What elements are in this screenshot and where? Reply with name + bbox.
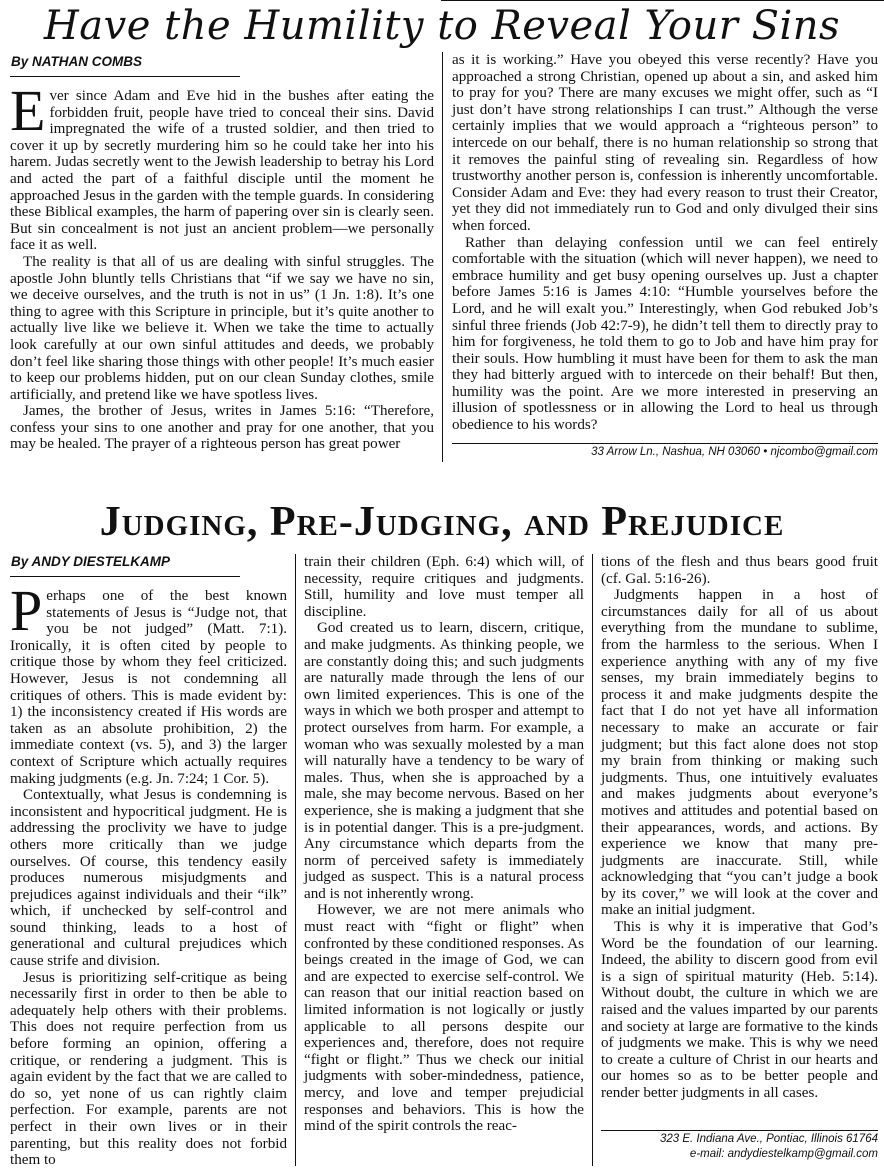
article1-paragraph: James, the brother of Jesus, writes in James 5:16: “Therefore, confess your sins to one another and pray for one another, that you may be healed. The prayer of a righteous person has great power bbox=[10, 403, 434, 453]
article2-paragraph: Perhaps one of the best known statements of Jesus is “Judge not, that you be not judged” (Matt. 7:1). Ironically, it is often cited by people to critique those by whom they feel criticized. However, Jesus is not condemning all critiques of others. This is made evident by: 1) the inconsistency created if His words are taken as an absolute prohibition, 2) the immediate context (vs. 5), and 3) the larger context of Scripture which actually requires making judgments (e.g. Jn. 7:24; 1 Cor. 5). bbox=[10, 578, 287, 787]
article2-paragraph: Contextually, what Jesus is condemning is inconsistent and hypocritical judgment. He is addressing the proclivity we have to judge others more critically than we judge ourselves. Of course, this tendency easily produces numerous misjudgments and prejudices against individuals and their “ilk” which, if unchecked by self-control and sound thinking, leads to a host of generational and cultural prejudices which cause strife and division. bbox=[10, 787, 287, 970]
article1-paragraph: The reality is that all of us are dealing with sinful struggles. The apostle John bluntly tells Christians that “if we say we have no sin, we deceive ourselves, and the truth is not in us” (1 Jn. 1:8). It’s one thing to agree with this Scripture in principle, but it’s quite another to actually live like we believe it. When we take the time to actually look carefully at our own sinful attitudes and deeds, we probably don’t feel like sharing those things with other people! It’s much easier to keep our problems hidden, put on our clean Sunday clothes, smile artificially, and pretend like we have spotless lives. bbox=[10, 253, 434, 403]
drop-cap: P bbox=[10, 578, 43, 643]
article1-paragraph: Rather than delaying confession until we can feel entirely comfortable with the situation (which will never happen), we need to embrace humility and get busy opening ourselves up. Just a chapter before James 5:16 is James 4:10: “Humble yourselves before the Lord, and he will exalt you.” Interestingly, when God rebuked Job’s sinful three friends (Job 42:7-9), he didn’t tell them to directly pray to him for forgiveness, he told them to go to Job and have him pray for their souls. How humbling it must have been for them to ask the man they had bitterly argued with to intercede on their behalf! But then, humility was the point. Are we more interested in preserving an illusion of spotlessness or in allowing the Lord to heal us through obedience to his words? bbox=[452, 234, 878, 434]
article2-paragraph: However, we are not mere animals who must react with “fight or flight” when confronted by these conditioned responses. As beings created in the image of God, we can and are expected to exercise self-control. We can reason that our initial reaction based on limited information is not logically or justly applicable to all persons despite our experiences and, therefore, does not require “fight or flight.” Thus we check our initial judgments with sober-mindedness, patience, mercy, and love and temper prejudicial responses and behaviors. This is how the mind of the spirit controls the reac- bbox=[304, 902, 585, 1135]
article2-paragraph: Judgments happen in a host of circumstances daily for all of us about everything from the mundane to sublime, from the harmless to the serious. When I experience anything with any of my five senses, my brain immediately begins to process it and make judgments despite the fact that I do not yet have all information necessary to make an accurate or fair judgment; but this fact alone does not stop my brain from thinking or making such judgments. Thus, one intuitively evaluates and makes judgments about everyone’s motives and attitudes and potential based on their appearances, words, and actions. By experience we know that many pre-judgments are inaccurate. Still, while acknowledging that “you can’t judge a book by its cover,” we will look at the cover and make an initial judgment. bbox=[601, 587, 878, 919]
article1-paragraph: as it is working.” Have you obeyed this verse recently? Have you approached a strong Christian, opened up about a sin, and asked him to pray for you? There are many excuses we might offer, such as “I just don’t have strong relationships I can trust.” Although the verse certainly implies that we would approach a “righteous person” to intercede on our behalf, there is no human relationship so strong that it removes the painful sting of revealing sin. Regardless of how trustworthy another person is, confession is inherently uncomfortable. Consider Adam and Eve: they had every reason to trust their Creator, yet they did not immediately run to God and only divulged their sins when forced. bbox=[452, 52, 878, 234]
article2-title: Judging, Pre-Judging, and Prejudice bbox=[99, 499, 785, 545]
top-rule bbox=[441, 0, 884, 1]
article2-paragraph: tions of the flesh and thus bears good fruit (cf. Gal. 5:16-26). bbox=[601, 554, 878, 587]
article2-footer-email: e-mail: andydiestelkamp@gmail.com bbox=[689, 1148, 878, 1160]
article2-column-1 bbox=[10, 578, 287, 1169]
column-divider bbox=[442, 52, 443, 462]
article1-byline: By NATHAN COMBS bbox=[11, 54, 142, 69]
article1-footer: 33 Arrow Ln., Nashua, NH 03060 • njcombo@gmail.com bbox=[591, 446, 878, 458]
article2-paragraph: God created us to learn, discern, critique, and make judgments. As thinking people, we are constantly doing this; and such judgments are naturally made through the lens of our own limited experiences. This is one of the ways in which we both prosper and attempt to protect ourselves from harm. For example, a woman who was sexually molested by a man will naturally have a tendency to be wary of males. Thus, when she is approached by a male, she may become nervous. Based on her experience, she is making a judgment that she is in potential danger. This is a pre-judgment. Any circumstance which departs from the norm of perceived safety is immediately judged as suspect. This is a natural process and is not inherently wrong. bbox=[304, 620, 584, 902]
byline-rule bbox=[10, 76, 240, 77]
column-divider bbox=[592, 554, 593, 1166]
article1-right-column bbox=[452, 52, 878, 434]
article2-byline: By ANDY DIESTELKAMP bbox=[11, 554, 171, 569]
footer-rule bbox=[601, 1130, 878, 1131]
article2-footer-address: 323 E. Indiana Ave., Pontiac, Illinois 61764 bbox=[659, 1133, 878, 1145]
article2-paragraph: train their children (Eph. 6:4) which will, of necessity, require critiques and judgments. Still, humility and love must temper all discipline. bbox=[304, 554, 584, 620]
article1-paragraph: Ever since Adam and Eve hid in the bushes after eating the forbidden fruit, people have tried to conceal their sins. David impregnated the wife of a trusted soldier, and then tried to cover it up by secretly murdering him so he could take her into his harem. Judas secretly went to the Jewish leadership to betray his Lord and acted the part of a faithful disciple until the moment he approached Jesus in the garden with the temple guards. In considering these Biblical examples, the harm of papering over sin is clearly seen. But sin concealment is not just an ancient problem—we personally face it as well. bbox=[10, 78, 434, 254]
article1-left-column bbox=[10, 78, 434, 453]
article2-paragraph: Jesus is prioritizing self-critique as being necessarily first in order to then be able to adequately help others with their problems. This does not require perfection from us before forming an opinion, offering a critique, or rendering a judgment. This is again evident by the fact that we are called to do so, yet none of us can rightly claim perfection. For example, parents are not perfect in their own lives or in their parenting, but this reality does not forbid them to bbox=[10, 969, 287, 1169]
article2-column-3 bbox=[601, 554, 878, 1102]
column-divider bbox=[295, 554, 296, 1166]
article2-column-2 bbox=[304, 554, 584, 1135]
article1-title: Have the Humility to Reveal Your Sins bbox=[43, 3, 841, 49]
footer-rule bbox=[452, 443, 878, 444]
drop-cap: E bbox=[10, 78, 46, 143]
article2-paragraph: This is why it is imperative that God’s Word be the foundation of our learning. Indeed, the ability to discern good from evil is a sign of spiritual maturity (Heb. 5:14). Without doubt, the culture in which we are raised and the values imparted by our parents and society at large are formative to the kinds of judgments we make. This is why we need to create a culture of Christ in our hearts and our homes so as to be better people and render better judgments in all cases. bbox=[601, 919, 878, 1101]
byline-rule bbox=[10, 576, 240, 577]
